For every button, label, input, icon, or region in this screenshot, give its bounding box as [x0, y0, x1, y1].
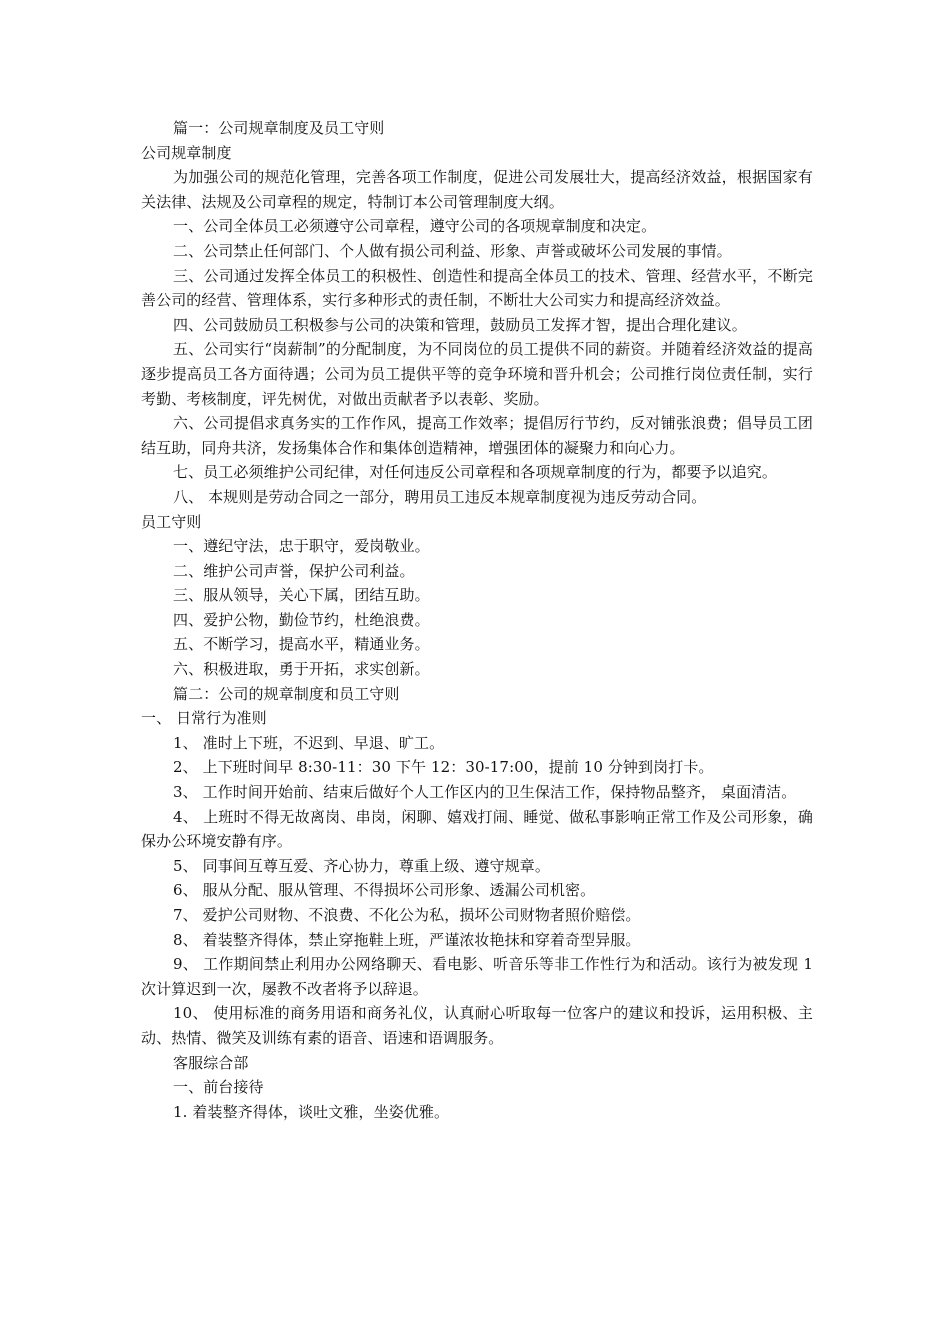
rule-item-8: 八、 本规则是劳动合同之一部分，聘用员工违反本规章制度视为违反劳动合同。	[173, 487, 707, 506]
conduct-item-9: 9、 工作期间禁止利用办公网络聊天、看电影、听音乐等非工作性行为和活动。该行为被发现 1 次计算迟到一次，屡教不改者将予以辞退。	[141, 955, 813, 998]
code-item-6: 六、积极进取，勇于开拓，求实创新。	[173, 660, 430, 679]
code-item-5: 五、不断学习，提高水平，精通业务。	[173, 635, 430, 654]
rule-item-2: 二、公司禁止任何部门、个人做有损公司利益、形象、声誉或破坏公司发展的事情。	[173, 241, 732, 260]
heading-customer-service: 客服综合部	[173, 1053, 249, 1072]
section-title-part-two: 篇二：公司的规章制度和员工守则	[173, 684, 400, 703]
rule-item-3: 三、公司通过发挥全体员工的积极性、创造性和提高全体员工的技术、管理、经营水平，不断完善公司的经营、管理体系，实行多种形式的责任制，不断壮大公司实力和提高经济效益。	[141, 266, 813, 310]
heading-front-desk: 一、前台接待	[173, 1078, 264, 1097]
rule-item-5: 五、公司实行“岗薪制”的分配制度，为不同岗位的员工提供不同的薪资。并随着经济效益的提高逐步提高员工各方面待遇；公司为员工提供平等的竞争环境和晋升机会；公司推行岗位责任制，实行考勤、考核制度，评先树优，对做出贡献者予以表彰、奖励。	[141, 340, 813, 408]
conduct-item-6: 6、 服从分配、服从管理、不得损坏公司形象、透漏公司机密。	[173, 881, 596, 900]
section-title-part-one: 篇一：公司规章制度及员工守则	[173, 119, 385, 137]
conduct-item-10: 10、 使用标准的商务用语和商务礼仪，认真耐心听取每一位客户的建议和投诉，运用积极、主动、热情、微笑及训练有素的语音、语速和语调服务。	[141, 1004, 813, 1047]
heading-employee-code: 员工守则	[141, 512, 202, 531]
code-item-1: 一、遵纪守法，忠于职守，爱岗敬业。	[173, 537, 430, 556]
conduct-item-4: 4、 上班时不得无故离岗、串岗，闲聊、嬉戏打闹、睡觉、做私事影响正常工作及公司形象，确保办公环境安静有序。	[141, 807, 813, 851]
paragraph-intro: 为加强公司的规范化管理，完善各项工作制度，促进公司发展壮大，提高经济效益，根据国家有关法律、法规及公司章程的规定，特制订本公司管理制度大纲。	[141, 168, 813, 211]
conduct-item-1: 1、 准时上下班，不迟到、早退、旷工。	[173, 733, 445, 752]
rule-item-4: 四、公司鼓励员工积极参与公司的决策和管理，鼓励员工发挥才智，提出合理化建议。	[173, 315, 747, 334]
code-item-3: 三、服从领导，关心下属，团结互助。	[173, 586, 430, 605]
heading-daily-conduct: 一、 日常行为准则	[141, 709, 267, 728]
front-desk-item-1: 1. 着装整齐得体，谈吐文雅，坐姿优雅。	[173, 1102, 450, 1121]
code-item-4: 四、爱护公物，勤俭节约，杜绝浪费。	[173, 610, 430, 629]
rule-item-1: 一、公司全体员工必须遵守公司章程，遵守公司的各项规章制度和决定。	[173, 217, 657, 236]
conduct-item-5: 5、 同事间互尊互爱、齐心协力，尊重上级、遵守规章。	[173, 856, 550, 875]
conduct-item-3: 3、 工作时间开始前、结束后做好个人工作区内的卫生保洁工作，保持物品整齐， 桌面清洁。	[173, 783, 797, 802]
conduct-item-7: 7、 爱护公司财物、不浪费、不化公为私，损坏公司财物者照价赔偿。	[173, 906, 641, 924]
code-item-2: 二、维护公司声誉，保护公司利益。	[173, 561, 415, 580]
rule-item-7: 七、员工必须维护公司纪律，对任何违反公司章程和各项规章制度的行为，都要予以追究。	[173, 463, 778, 482]
conduct-item-8: 8、 着装整齐得体，禁止穿拖鞋上班，严谨浓妆艳抹和穿着奇型异服。	[173, 930, 641, 949]
document-body	[141, 116, 813, 1124]
heading-company-rules: 公司规章制度	[141, 143, 232, 162]
rule-item-6: 六、公司提倡求真务实的工作作风，提高工作效率；提倡厉行节约，反对铺张浪费；倡导员工团结互助，同舟共济，发扬集体合作和集体创造精神，增强团体的凝聚力和向心力。	[141, 414, 813, 457]
conduct-item-2: 2、 上下班时间早 8:30-11：30 下午 12：30-17:00，提前 10 分钟到岗打卡。	[173, 758, 714, 777]
